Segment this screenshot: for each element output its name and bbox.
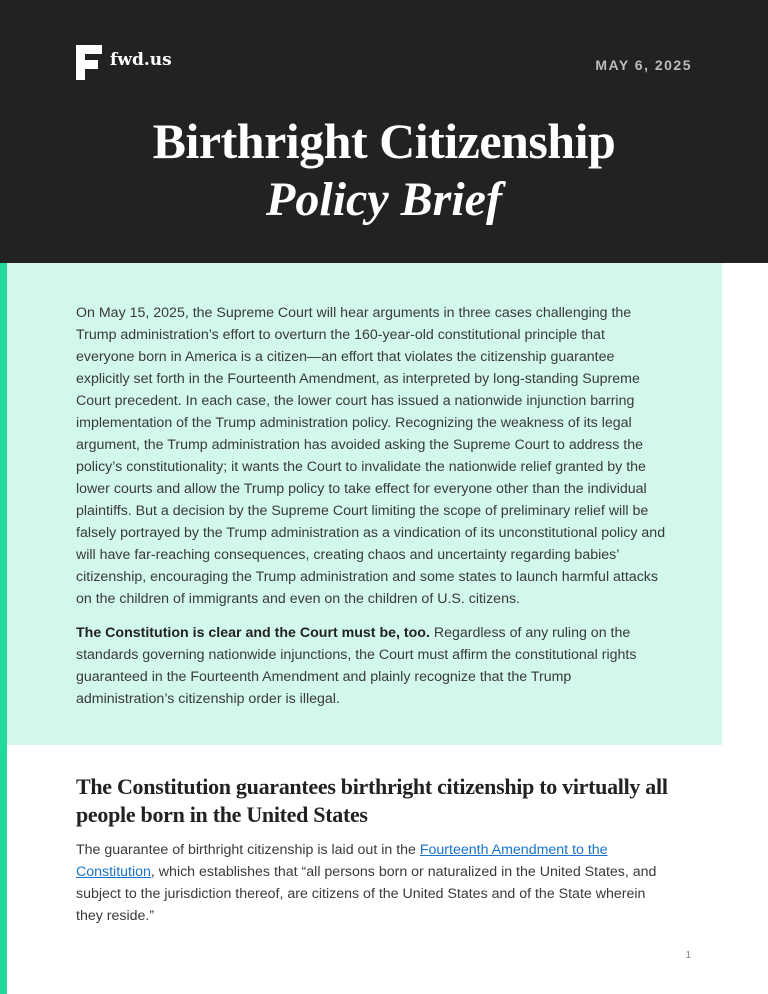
header xyxy=(0,0,768,263)
page-number: 1 xyxy=(685,950,691,961)
logo-text: fwd.us xyxy=(110,49,172,70)
intro-paragraph-2-text: Regardless of any ruling on the standards governing nationwide injunctions, the Court must affirm the constitutional rights guaranteed in the Fourteenth Amendment and plainly recognize that the Trump administration’s citizenship order is illegal. xyxy=(76,625,637,707)
section-heading: The Constitution guarantees birthright citizenship to virtually all people born in the United States xyxy=(76,774,668,827)
intro-paragraph-2 xyxy=(76,622,666,710)
section-text-2: , which establishes that “all persons born or naturalized in the United States, and subject to the jurisdiction thereof, are citizens of the United States and of the State wherein they reside.” xyxy=(76,864,657,924)
fwd-logo-icon xyxy=(76,45,102,80)
section-text: The guarantee of birthright citizenship is laid out in the xyxy=(76,842,420,858)
accent-bar xyxy=(0,263,7,994)
fwd-logo[interactable] xyxy=(76,45,172,80)
publish-date: MAY 6, 2025 xyxy=(595,57,692,73)
intro-bold-statement: The Constitution is clear and the Court must be, too. xyxy=(76,625,430,641)
page-title: Birthright Citizenship xyxy=(152,113,616,169)
page-subtitle: Policy Brief xyxy=(266,173,502,226)
fourteenth-amendment-link[interactable]: Fourteenth Amendment to the Constitution xyxy=(76,842,608,880)
section-paragraph xyxy=(76,839,666,927)
intro-paragraph: On May 15, 2025, the Supreme Court will hear arguments in three cases challenging the Trump administration’s effort to overturn the 160-year-old constitutional principle that everyone born in America is a citizen—an effort that violates the citizenship guarantee explicitly set forth in the Fourteenth Amendment, as interpreted by long-standing Supreme Court precedent. In each case, the lower court has issued a nationwide injunction barring implementation of the Trump administration policy. Recognizing the weakness of its legal argument, the Trump administration has avoided asking the Supreme Court to address the policy’s constitutionality; it wants the Court to invalidate the nationwide relief granted by the lower courts and allow the Trump policy to take effect for everyone other than the individual plaintiffs. But a decision by the Supreme Court limiting the scope of preliminary relief will be falsely portrayed by the Trump administration as a vindication of its unconstitutional policy and will have far-reaching consequences, creating chaos and uncertainty regarding babies’ citizenship, encouraging the Trump administration and some states to launch harmful attacks on the children of immigrants and even on the children of U.S. citizens. xyxy=(76,305,666,607)
